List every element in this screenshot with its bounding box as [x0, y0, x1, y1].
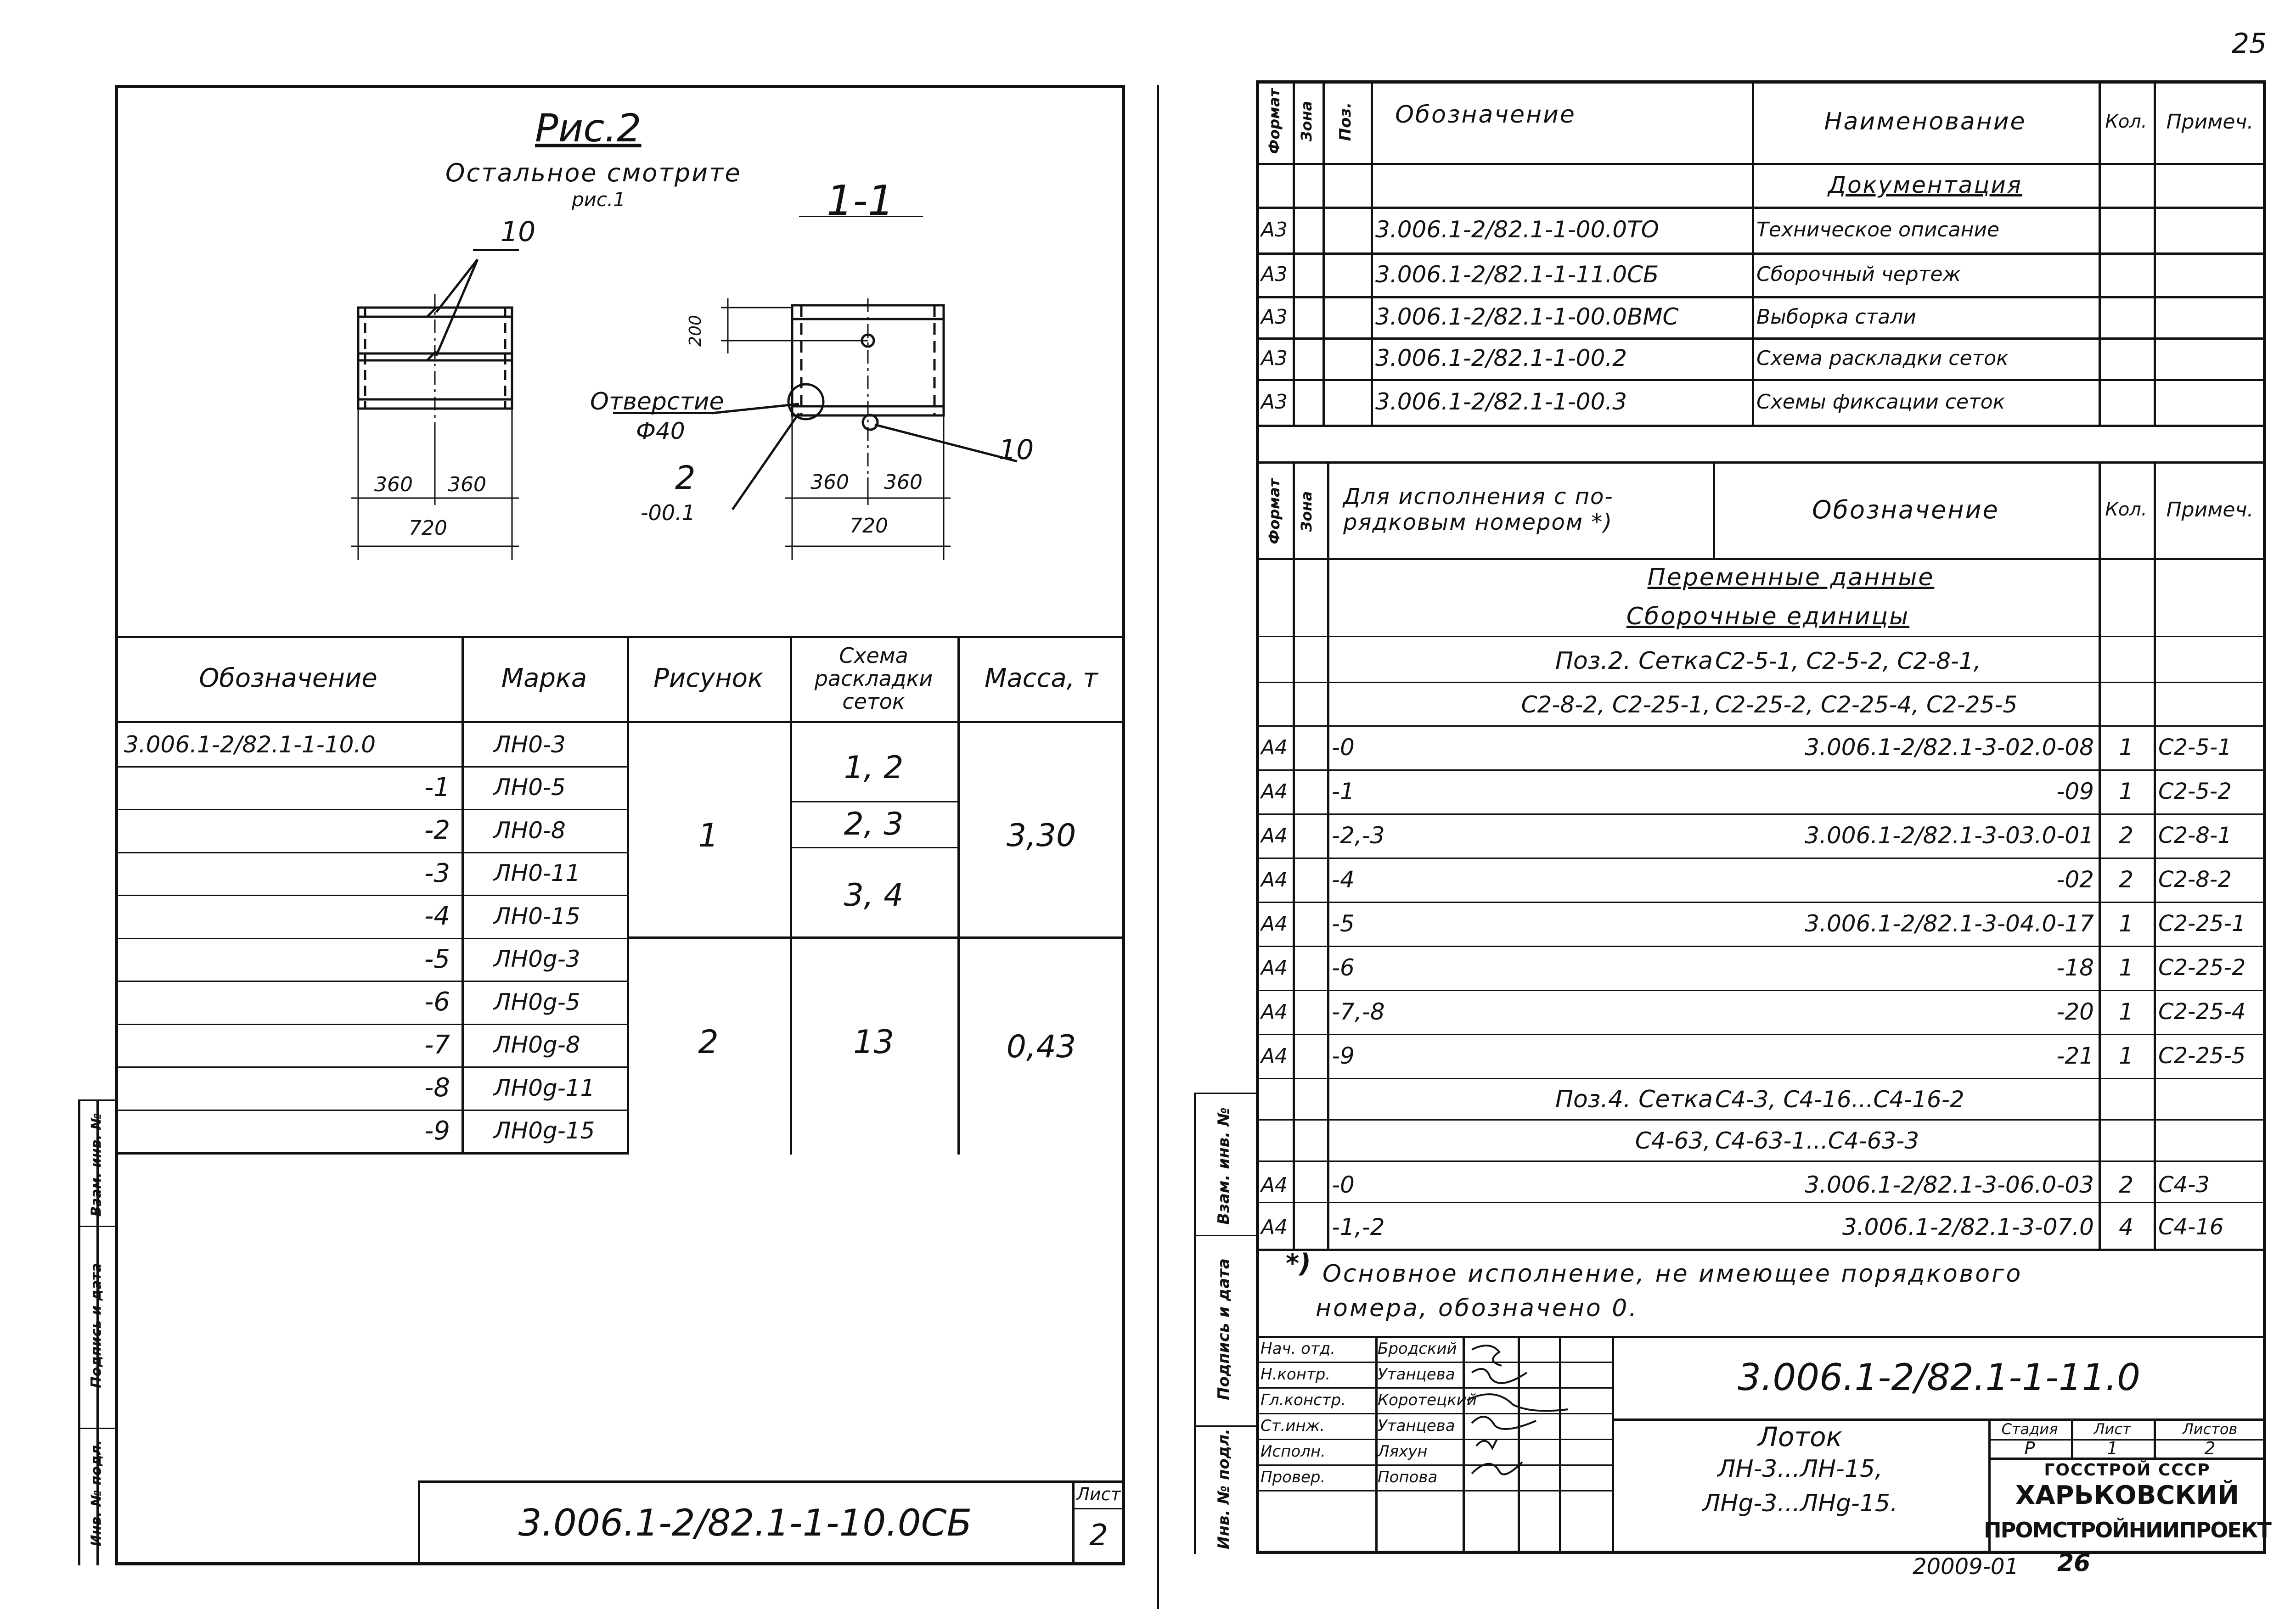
- stamp-role: Н.контр.: [1261, 1365, 1331, 1384]
- left-row-mark: ЛН0g-8: [494, 1032, 580, 1059]
- stamp-stage-h: Стадия: [2001, 1420, 2058, 1438]
- stamp-name: Бродский: [1378, 1340, 1457, 1358]
- scheme-2-3: 2, 3: [844, 806, 904, 842]
- spec2-h-qty: Кол.: [2105, 499, 2147, 520]
- stamp-role: Провер.: [1261, 1468, 1326, 1486]
- spec1-row-name: Схема раскладки сеток: [1756, 346, 2009, 370]
- stamp-org-2: ХАРЬКОВСКИЙ: [2015, 1480, 2239, 1510]
- spec2-h-format: Формат: [1266, 478, 1283, 544]
- spec1-h-zone: Зона: [1298, 101, 1315, 142]
- left-row-designation: -6: [424, 987, 450, 1017]
- th-designation: Обозначение: [199, 663, 377, 693]
- left-row-mark: ЛН0g-11: [494, 1074, 595, 1101]
- left-row-mark: ЛН0g-5: [494, 988, 580, 1015]
- spec2-row-exec: -1: [1332, 778, 1355, 805]
- spec2-row-desig: -20: [2056, 998, 2094, 1025]
- dim-200: 200: [686, 315, 705, 347]
- figure-2: 2: [698, 1023, 719, 1061]
- section-label: 1-1: [827, 177, 894, 225]
- spec2-row-format: А4: [1261, 824, 1288, 847]
- left-row-mark: ЛН0-11: [494, 860, 580, 887]
- spec1-row-desig: 3.006.1-2/82.1-1-00.3: [1375, 388, 1627, 415]
- right-side-label-sign: Подпись и дата: [1215, 1258, 1233, 1400]
- spec1-h-format: Формат: [1266, 88, 1283, 154]
- spec2-row-note: С2-8-1: [2158, 823, 2232, 848]
- stamp-org-3: ПРОМСТРОЙНИИПРОЕКТ: [1984, 1517, 2271, 1542]
- left-strip-line: [78, 1099, 80, 1565]
- left-sheet-label: Лист: [1076, 1484, 1121, 1504]
- right-strip-div: [1194, 1235, 1256, 1236]
- spec1-h-desig: Обозначение: [1395, 101, 1576, 129]
- spec2-pos2-list2b: С2-25-2, С2-25-4, С2-25-5: [1715, 691, 2018, 718]
- left-sheet-number: 2: [1089, 1519, 1108, 1553]
- spec1-row-format: А3: [1261, 218, 1288, 241]
- spec1-row-format: А3: [1261, 263, 1288, 286]
- stamp-role: Гл.констр.: [1261, 1391, 1346, 1409]
- left-row-designation: 3.006.1-2/82.1-1-10.0: [124, 731, 376, 758]
- stamp-name: Утанцева: [1378, 1417, 1455, 1435]
- left-row-line: [115, 1066, 629, 1068]
- left-row-line: [115, 895, 629, 896]
- left-row-line: [115, 938, 629, 939]
- pos2-label: 2: [675, 459, 696, 497]
- fig-title: Рис.2: [535, 106, 642, 151]
- spec2-row-desig: -02: [2056, 866, 2094, 893]
- spec1-row-desig: 3.006.1-2/82.1-1-11.0СБ: [1375, 261, 1659, 288]
- table-bottom-line-right: [627, 936, 1125, 939]
- hole-dia: Ф40: [636, 418, 685, 444]
- left-side-label-inv: Инв. № подл.: [88, 1440, 105, 1547]
- spec2-row-exec: -1,-2: [1332, 1214, 1385, 1240]
- left-row-mark: ЛН0-8: [494, 817, 566, 844]
- stamp-name: Попова: [1378, 1468, 1438, 1486]
- stamp-sheets-h: Листов: [2182, 1420, 2238, 1438]
- spec1-h-pos: Поз.: [1336, 102, 1355, 141]
- spec2-row-note: С2-25-5: [2158, 1043, 2246, 1069]
- spec2-row-qty: 2: [2119, 866, 2133, 893]
- spec2-row-desig: -21: [2056, 1043, 2094, 1069]
- spec2-row-format: А4: [1261, 1044, 1288, 1068]
- spec1-h-qty: Кол.: [2105, 111, 2147, 132]
- dim-360-d: 360: [884, 471, 923, 494]
- left-row-designation: -9: [424, 1116, 450, 1146]
- left-row-line: [115, 809, 629, 810]
- spec2-row-format: А4: [1261, 1173, 1288, 1197]
- callout-10-plan: 10: [501, 216, 536, 248]
- spec1-row-desig: 3.006.1-2/82.1-1-00.0ТО: [1375, 216, 1659, 243]
- spec2-pos4-list2b: С4-63-1...С4-63-3: [1715, 1127, 1919, 1154]
- section-label-underline: [799, 216, 923, 217]
- left-row-line: [115, 1110, 629, 1111]
- left-row-designation: -5: [424, 944, 450, 974]
- signature-marks: [1463, 1336, 1614, 1487]
- spec2-row-qty: 4: [2119, 1214, 2133, 1240]
- left-row-mark: ЛН0g-15: [494, 1117, 595, 1144]
- stamp-sheet-h: Лист: [2093, 1420, 2131, 1438]
- footnote-mark: *): [1286, 1249, 1311, 1278]
- spec2-row-exec: -0: [1332, 1172, 1355, 1198]
- scheme-1-2: 1, 2: [844, 750, 904, 786]
- left-row-mark: ЛН0g-3: [494, 946, 580, 973]
- spec2-row-qty: 2: [2119, 1172, 2133, 1198]
- footnote-line2: номера, обозначено 0.: [1316, 1295, 1638, 1322]
- spec2-row-format: А4: [1261, 779, 1288, 803]
- spec2-row-exec: -2,-3: [1332, 822, 1385, 849]
- spec1-h-name: Наименование: [1824, 108, 2026, 135]
- left-row-designation: -7: [424, 1030, 450, 1060]
- stamp-row-line: [1256, 1490, 1612, 1491]
- stamp-code: 3.006.1-2/82.1-1-11.0: [1738, 1356, 2140, 1399]
- right-side-label-vzam: Взам. инв. №: [1215, 1107, 1233, 1225]
- spec2-row-exec: -0: [1332, 734, 1355, 761]
- stamp-role: Нач. отд.: [1261, 1340, 1336, 1358]
- bottom-number: 20009-01: [1913, 1554, 2019, 1580]
- footnote-line1: Основное исполнение, не имеющее порядкового: [1322, 1260, 2023, 1288]
- spec2-row-desig: -09: [2056, 778, 2094, 805]
- spec1-h-note: Примеч.: [2166, 110, 2254, 134]
- dim-720-b: 720: [850, 514, 888, 538]
- spec1-row-name: Схемы фиксации сеток: [1756, 390, 2005, 414]
- right-strip-div: [1194, 1093, 1256, 1094]
- table-bottom-line: [115, 1152, 629, 1155]
- spec2-sec-var: Переменные данные: [1647, 563, 1935, 591]
- spec2-row-desig: 3.006.1-2/82.1-3-07.0: [1842, 1214, 2094, 1240]
- dim-360-b: 360: [448, 473, 486, 496]
- spec2-row-line: [1256, 682, 2266, 683]
- spec2-row-desig: 3.006.1-2/82.1-3-04.0-17: [1805, 910, 2094, 937]
- spec2-pos2-list2a: С2-8-2, С2-25-1,: [1521, 691, 1711, 718]
- stamp-title-1: Лоток: [1758, 1421, 1842, 1452]
- spec2-row-exec: -4: [1332, 866, 1355, 893]
- spec2-col: [1327, 461, 1329, 1249]
- spec2-row-qty: 2: [2119, 822, 2133, 849]
- spec2-row-qty: 1: [2119, 1043, 2133, 1069]
- stamp-name: Коротецкий: [1378, 1391, 1477, 1409]
- left-row-designation: -4: [424, 901, 450, 931]
- spec2-h-desig: Обозначение: [1812, 495, 1999, 524]
- left-row-designation: -2: [424, 815, 450, 846]
- spec2-row-qty: 1: [2119, 778, 2133, 805]
- left-row-mark: ЛН0-15: [494, 903, 580, 930]
- spec2-h-note: Примеч.: [2166, 498, 2254, 521]
- spec1-section: Документация: [1828, 171, 2022, 198]
- spec2-row-exec: -9: [1332, 1043, 1355, 1069]
- spec2-pos2-label: Поз.2. Сетка: [1555, 647, 1713, 675]
- spec2-row-exec: -7,-8: [1332, 998, 1385, 1025]
- left-stamp-code: 3.006.1-2/82.1-1-10.0СБ: [518, 1502, 972, 1544]
- spec1-row-format: А3: [1261, 390, 1288, 414]
- spec1-row-line: [1256, 425, 2266, 427]
- left-row-designation: -3: [424, 858, 450, 888]
- left-row-line: [115, 981, 629, 982]
- spec2-pos2-list1: С2-5-1, С2-5-2, С2-8-1,: [1715, 648, 1981, 674]
- th-mark: Марка: [501, 663, 587, 693]
- callout-10-section: 10: [999, 434, 1034, 466]
- dim-360-c: 360: [810, 471, 849, 494]
- sheet-divider: [1157, 85, 1159, 1609]
- left-row-line: [115, 766, 629, 768]
- right-strip-div: [1194, 1425, 1256, 1427]
- spec2-row-format: А4: [1261, 912, 1288, 936]
- spec2-row-desig: 3.006.1-2/82.1-3-03.0-01: [1805, 822, 2094, 849]
- page-number: 26: [2057, 1549, 2091, 1577]
- scheme-3-4: 3, 4: [844, 877, 904, 914]
- stamp-title-3: ЛНg-3...ЛНg-15.: [1702, 1490, 1898, 1517]
- left-row-designation: -8: [424, 1073, 450, 1103]
- scheme-div: [790, 847, 957, 848]
- left-row-mark: ЛН0-5: [494, 774, 566, 801]
- stamp-sheet: 1: [2106, 1438, 2118, 1458]
- spec2-col: [1293, 461, 1295, 1249]
- spec2-row-format: А4: [1261, 1000, 1288, 1024]
- spec1-row-format: А3: [1261, 305, 1288, 329]
- spec2-row-desig: -18: [2056, 954, 2094, 981]
- hole-label: Отверстие: [590, 388, 724, 415]
- left-row-designation: -1: [424, 772, 450, 802]
- right-side-label-inv: Инв. № подл.: [1215, 1428, 1233, 1549]
- spec2-row-note: С4-3: [2158, 1172, 2210, 1198]
- spec2-row-note: С4-16: [2158, 1214, 2224, 1240]
- spec2-row-exec: -5: [1332, 910, 1355, 937]
- spec2-h-exec: Для исполнения с по-рядковым номером *): [1343, 484, 1614, 535]
- spec2-row-note: С2-5-1: [2158, 734, 2232, 760]
- corner-number: 25: [2232, 28, 2267, 60]
- spec2-pos4-label: Поз.4. Сетка: [1555, 1086, 1713, 1113]
- left-strip-div: [78, 1099, 115, 1101]
- spec2-row-format: А4: [1261, 956, 1288, 980]
- spec2-row-note: С2-8-2: [2158, 867, 2232, 892]
- spec1-row-name: Техническое описание: [1756, 218, 2000, 241]
- stamp-org-1: ГОССТРОЙ СССР: [2044, 1461, 2211, 1480]
- stamp-title-2: ЛН-3...ЛН-15,: [1717, 1455, 1883, 1483]
- spec2-pos4-list2a: С4-63,: [1635, 1127, 1711, 1154]
- stamp-stage: Р: [2024, 1438, 2035, 1458]
- spec2-row-qty: 1: [2119, 954, 2133, 981]
- left-row-line: [115, 852, 629, 853]
- spec2-row-note: С2-25-2: [2158, 955, 2246, 981]
- left-row-line: [115, 1024, 629, 1025]
- stamp-role: Ст.инж.: [1261, 1417, 1325, 1435]
- spec2-row-format: А4: [1261, 868, 1288, 891]
- th-mass: Масса, т: [985, 663, 1098, 693]
- dim-360-a: 360: [374, 473, 413, 496]
- figure-1: 1: [698, 817, 719, 854]
- spec2-row-qty: 1: [2119, 998, 2133, 1025]
- spec2-row-format: А4: [1261, 1215, 1288, 1239]
- left-strip-div: [78, 1226, 115, 1227]
- spec2-row-exec: -6: [1332, 954, 1355, 981]
- spec1-row-format: А3: [1261, 346, 1288, 370]
- spec2-row-qty: 1: [2119, 910, 2133, 937]
- right-strip-line: [1194, 1093, 1196, 1554]
- spec2-col: [2154, 461, 2156, 1249]
- th-figure: Рисунок: [653, 663, 763, 693]
- mass-0-43: 0,43: [1006, 1028, 1076, 1065]
- spec1-row-name: Сборочный чертеж: [1756, 263, 1961, 286]
- spec1-row-desig: 3.006.1-2/82.1-1-00.0ВМС: [1375, 303, 1679, 330]
- spec2-row-note: С2-25-4: [2158, 999, 2246, 1025]
- spec2-row-format: А4: [1261, 735, 1288, 759]
- spec1-row-name: Выборка стали: [1756, 305, 1916, 329]
- spec2-row-line: [1256, 636, 2266, 637]
- spec2-row-desig: 3.006.1-2/82.1-3-02.0-08: [1805, 734, 2094, 761]
- stamp-role: Исполн.: [1261, 1442, 1326, 1461]
- scheme-13: 13: [853, 1023, 895, 1061]
- left-row-mark: ЛН0-3: [494, 731, 566, 758]
- pos2-sub: -00.1: [641, 500, 696, 525]
- left-side-label-sign: Подпись и дата: [88, 1263, 105, 1388]
- spec2-bottom: [1256, 1249, 2266, 1251]
- stamp-name: Утанцева: [1378, 1365, 1455, 1384]
- spec2-h-zone: Зона: [1298, 491, 1315, 532]
- stamp-name: Ляхун: [1378, 1442, 1428, 1461]
- th-scheme: Схема раскладки сеток: [814, 643, 933, 714]
- spec2-row-note: С2-5-2: [2158, 779, 2232, 804]
- mass-3-30: 3,30: [1006, 817, 1076, 854]
- spec2-sec-asm: Сборочные единицы: [1626, 602, 1910, 630]
- stamp-sheets: 2: [2204, 1438, 2216, 1458]
- left-side-label-vzam: Взам. инв. №: [88, 1113, 105, 1217]
- fig-note-1: Остальное смотрите: [445, 158, 742, 187]
- fig-note-2: рис.1: [572, 188, 626, 211]
- dim-720-a: 720: [409, 516, 447, 540]
- spec2-row-note: С2-25-1: [2158, 911, 2246, 936]
- spec2-row-qty: 1: [2119, 734, 2133, 761]
- spec2-pos4-list1: С4-3, С4-16...С4-16-2: [1715, 1086, 1964, 1113]
- left-strip-div: [78, 1428, 115, 1429]
- spec2-row-desig: 3.006.1-2/82.1-3-06.0-03: [1805, 1172, 2094, 1198]
- spec1-row-desig: 3.006.1-2/82.1-1-00.2: [1375, 345, 1627, 371]
